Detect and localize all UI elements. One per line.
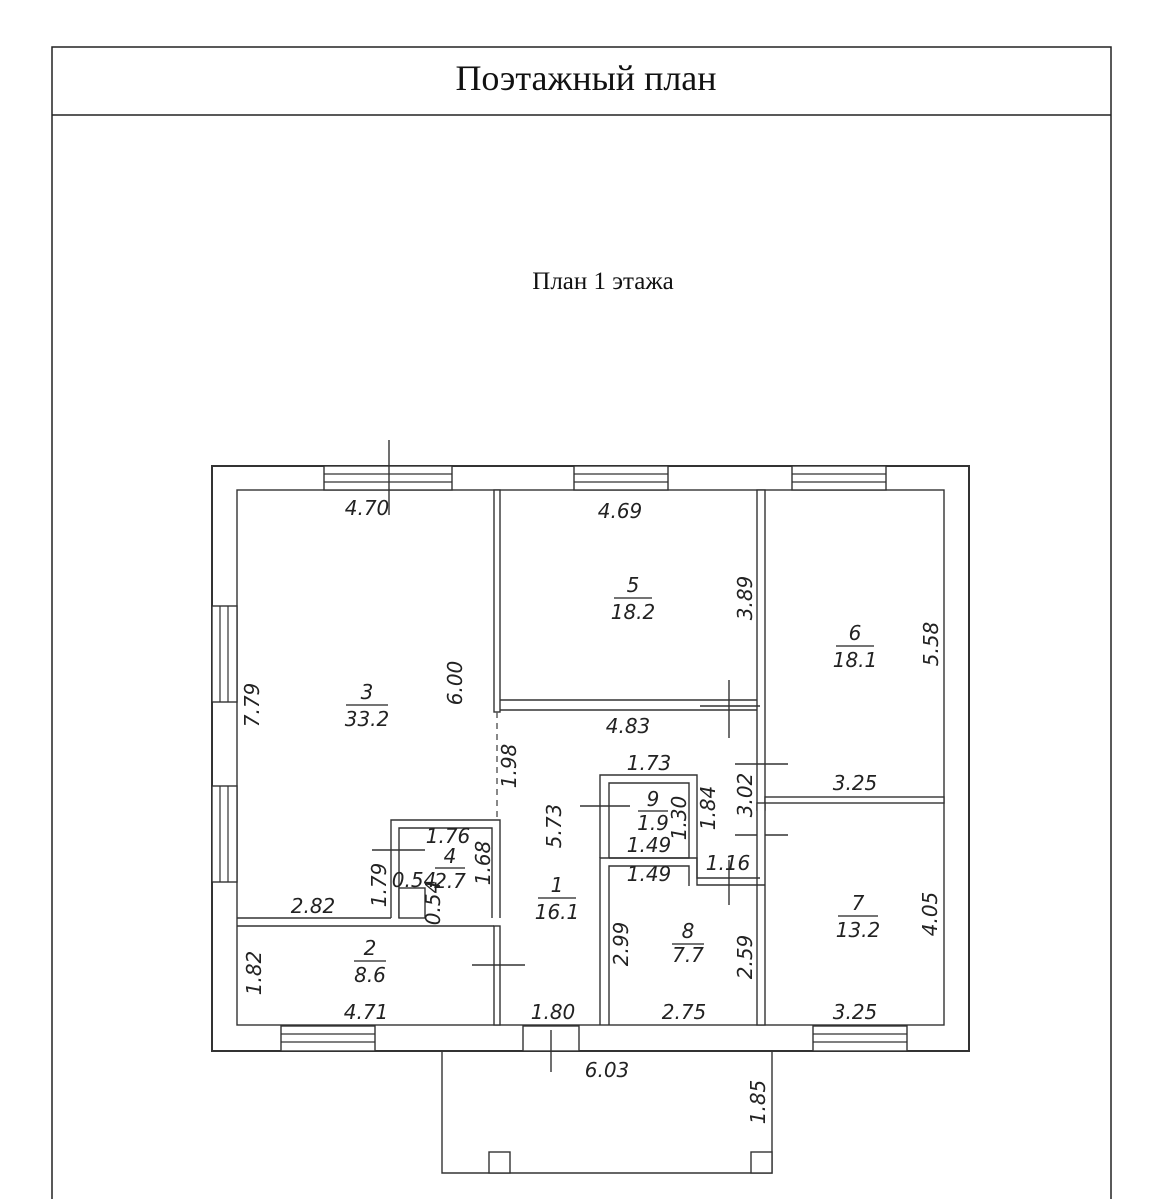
room-label-3 — [345, 680, 390, 731]
svg-text:5: 5 — [626, 573, 640, 597]
svg-text:8.6: 8.6 — [354, 963, 386, 987]
dim-room3-height: 7.79 — [240, 682, 264, 728]
window-bottom-right — [813, 1026, 907, 1051]
svg-text:3: 3 — [360, 680, 374, 704]
room-label-6 — [833, 621, 878, 672]
svg-text:16.1: 16.1 — [534, 900, 580, 924]
dim-hall-width: 4.83 — [605, 714, 651, 738]
dim-room8-top: 1.49 — [626, 862, 672, 886]
dim-hall-bottom: 1.80 — [530, 1000, 576, 1024]
wall-room6-bottom — [765, 797, 944, 803]
dim-room3-bottom: 2.82 — [290, 894, 336, 918]
dim-room9-h1: 1.30 — [667, 795, 691, 841]
page-title: Поэтажный план — [455, 58, 717, 98]
outer-wall — [212, 466, 969, 1051]
window-top-right — [792, 466, 886, 490]
room-label-2 — [354, 936, 386, 987]
dim-room6-height: 5.58 — [919, 621, 943, 667]
dim-room4-h2: 1.68 — [471, 840, 495, 886]
wall-room3-right — [494, 490, 500, 712]
svg-text:9: 9 — [646, 787, 660, 811]
dim-room4-small-h: 0.54 — [421, 880, 445, 926]
dim-porch-width: 6.03 — [584, 1058, 630, 1082]
wall-room5-right — [757, 490, 765, 810]
window-left-upper — [212, 606, 237, 702]
svg-text:1.9: 1.9 — [637, 811, 669, 835]
dim-room6-bottom: 3.25 — [832, 771, 878, 795]
dim-room3-inner: 6.00 — [443, 660, 467, 706]
svg-text:13.2: 13.2 — [835, 918, 881, 942]
dim-room4-width: 1.76 — [425, 824, 471, 848]
svg-text:18.2: 18.2 — [610, 600, 656, 624]
dim-room7-height: 4.05 — [918, 891, 942, 937]
dim-room9-width: 1.73 — [626, 751, 672, 775]
window-top-left — [324, 466, 452, 490]
room-label-8 — [672, 919, 704, 967]
dim-room8-h1: 2.99 — [609, 921, 633, 967]
inner-wall — [237, 490, 944, 1025]
dim-room7-width: 3.25 — [832, 1000, 878, 1024]
dim-room4-h1: 1.79 — [367, 862, 391, 908]
porch-post-left — [489, 1152, 510, 1173]
wall-corridor-right — [757, 803, 765, 1025]
svg-text:2: 2 — [363, 936, 377, 960]
svg-text:1: 1 — [550, 873, 564, 897]
dim-room2-height: 1.82 — [242, 950, 266, 996]
dim-room8-width: 2.75 — [661, 1000, 707, 1024]
room-label-7 — [836, 891, 881, 942]
svg-text:8: 8 — [681, 919, 695, 943]
room-label-5 — [611, 573, 656, 624]
dim-room3-width: 4.70 — [344, 496, 390, 520]
dim-room2-width: 4.71 — [343, 1000, 389, 1024]
wall-room2-right — [494, 926, 500, 1025]
svg-text:6: 6 — [848, 621, 862, 645]
dim-corridor-height: 3.02 — [733, 772, 757, 818]
dim-corridor-width: 1.16 — [705, 851, 751, 875]
dim-room4-small-w: 0.54 — [391, 868, 437, 892]
dim-room9-h2: 1.84 — [696, 785, 720, 831]
dim-room5-width: 4.69 — [597, 499, 643, 523]
dim-room8-h2: 2.59 — [733, 934, 757, 980]
porch-post-right — [751, 1152, 772, 1173]
room-label-9 — [637, 787, 669, 835]
svg-text:18.1: 18.1 — [832, 648, 878, 672]
dim-porch-depth: 1.85 — [746, 1079, 770, 1125]
dim-room9-bottom: 1.49 — [626, 833, 672, 857]
floor-plan — [212, 440, 969, 1173]
dim-room5-height: 3.89 — [733, 575, 757, 621]
svg-text:7: 7 — [851, 891, 865, 915]
window-top-middle — [574, 466, 668, 490]
floor-subtitle: План 1 этажа — [532, 268, 674, 295]
room-label-1 — [535, 873, 580, 924]
svg-text:4: 4 — [443, 844, 457, 868]
dim-hall-left: 1.98 — [497, 743, 521, 789]
window-bottom-left — [281, 1026, 375, 1051]
window-left-lower — [212, 786, 237, 882]
svg-text:7.7: 7.7 — [672, 943, 704, 967]
svg-text:33.2: 33.2 — [344, 707, 390, 731]
dim-hall-height: 5.73 — [542, 803, 566, 849]
sheet-frame — [52, 47, 1111, 1199]
svg-text:2.7: 2.7 — [434, 869, 466, 893]
